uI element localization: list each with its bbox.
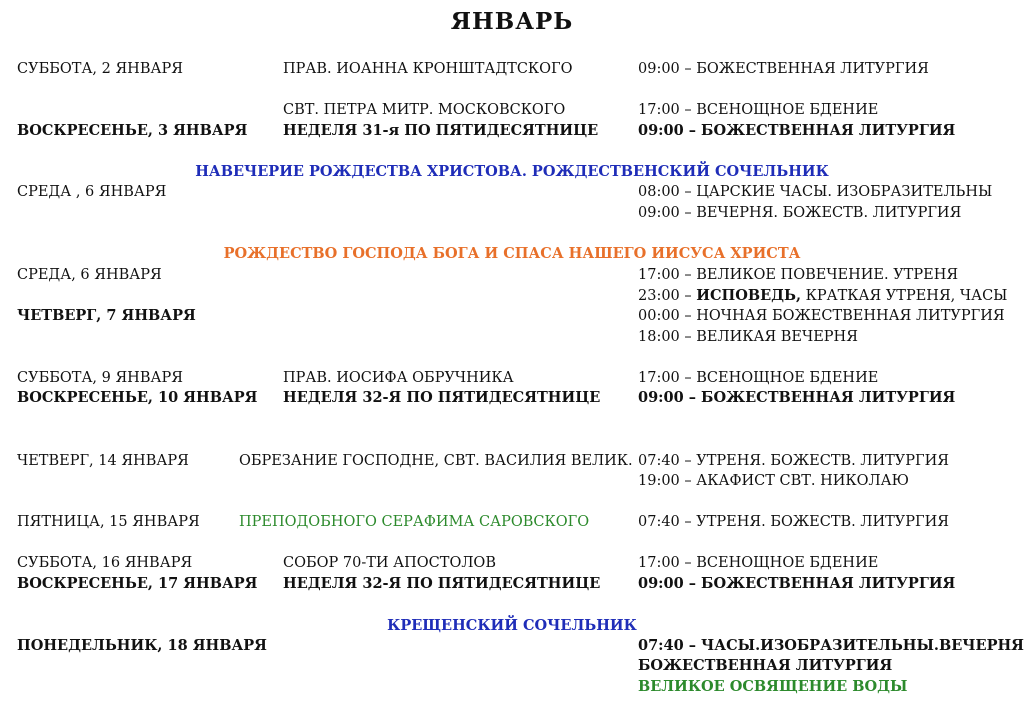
service-label: 23:00 – ИСПОВЕДЬ, КРАТКАЯ УТРЕНЯ, ЧАСЫ [638, 287, 1008, 304]
saint-label: СВТ. ПЕТРА МИТР. МОСКОВСКОГО [283, 102, 566, 118]
saint-label: НЕДЕЛЯ 31-я ПО ПЯТИДЕСЯТНИЦЕ [283, 122, 599, 139]
date-label: СУББОТА, 9 ЯНВАРЯ [17, 370, 183, 386]
date-label: СУББОТА, 2 ЯНВАРЯ [17, 61, 183, 77]
service-label: 09:00 – БОЖЕСТВЕННАЯ ЛИТУРГИЯ [638, 575, 956, 592]
feast-heading: НАВЕЧЕРИЕ РОЖДЕСТВА ХРИСТОВА. РОЖДЕСТВЕНСКИЙ СОЧЕЛЬНИК [195, 163, 829, 180]
date-label: СРЕДА , 6 ЯНВАРЯ [17, 184, 167, 200]
page-title: ЯНВАРЬ [450, 8, 574, 35]
service-label: 07:40 – УТРЕНЯ. БОЖЕСТВ. ЛИТУРГИЯ [638, 453, 949, 469]
date-label: ПЯТНИЦА, 15 ЯНВАРЯ [17, 514, 200, 530]
service-label: 18:00 – ВЕЛИКАЯ ВЕЧЕРНЯ [638, 329, 858, 345]
saint-label: ПРАВ. ИОАННА КРОНШТАДТСКОГО [283, 61, 573, 77]
service-label: 17:00 – ВСЕНОЩНОЕ БДЕНИЕ [638, 370, 879, 386]
service-label: 00:00 – НОЧНАЯ БОЖЕСТВЕННАЯ ЛИТУРГИЯ [638, 308, 1005, 324]
service-label: 09:00 – ВЕЧЕРНЯ. БОЖЕСТВ. ЛИТУРГИЯ [638, 205, 962, 221]
date-label: ЧЕТВЕРГ, 14 ЯНВАРЯ [17, 453, 189, 469]
service-label: 08:00 – ЦАРСКИЕ ЧАСЫ. ИЗОБРАЗИТЕЛЬНЫ [638, 184, 993, 200]
date-label: ВОСКРЕСЕНЬЕ, 17 ЯНВАРЯ [17, 575, 258, 592]
date-label: ЧЕТВЕРГ, 7 ЯНВАРЯ [17, 307, 196, 324]
saint-label: СОБОР 70-ТИ АПОСТОЛОВ [283, 555, 496, 571]
service-label: 09:00 – БОЖЕСТВЕННАЯ ЛИТУРГИЯ [638, 389, 956, 406]
date-label: ПОНЕДЕЛЬНИК, 18 ЯНВАРЯ [17, 637, 267, 654]
service-label: 19:00 – АКАФИСТ СВТ. НИКОЛАЮ [638, 473, 909, 489]
service-label: 09:00 – БОЖЕСТВЕННАЯ ЛИТУРГИЯ [638, 61, 929, 77]
saint-label: НЕДЕЛЯ 32-Я ПО ПЯТИДЕСЯТНИЦЕ [283, 575, 601, 592]
saint-label: ПРЕПОДОБНОГО СЕРАФИМА САРОВСКОГО [239, 514, 590, 530]
date-label: ВОСКРЕСЕНЬЕ, 10 ЯНВАРЯ [17, 389, 258, 406]
service-label: 17:00 – ВСЕНОЩНОЕ БДЕНИЕ [638, 102, 879, 118]
service-label: 07:40 – УТРЕНЯ. БОЖЕСТВ. ЛИТУРГИЯ [638, 514, 949, 530]
saint-label: НЕДЕЛЯ 32-Я ПО ПЯТИДЕСЯТНИЦЕ [283, 389, 601, 406]
feast-heading: КРЕЩЕНСКИЙ СОЧЕЛЬНИК [387, 617, 637, 634]
date-label: СУББОТА, 16 ЯНВАРЯ [17, 555, 193, 571]
service-label: 17:00 – ВЕЛИКОЕ ПОВЕЧЕНИЕ. УТРЕНЯ [638, 267, 959, 283]
date-label: ВОСКРЕСЕНЬЕ, 3 ЯНВАРЯ [17, 122, 248, 139]
service-label: ВЕЛИКОЕ ОСВЯЩЕНИЕ ВОДЫ [638, 678, 908, 695]
feast-heading: РОЖДЕСТВО ГОСПОДА БОГА И СПАСА НАШЕГО ИИСУСА ХРИСТА [223, 245, 801, 262]
saint-label: ОБРЕЗАНИЕ ГОСПОДНЕ, СВТ. ВАСИЛИЯ ВЕЛИК. [239, 453, 633, 469]
service-label: БОЖЕСТВЕННАЯ ЛИТУРГИЯ [638, 657, 893, 674]
service-label: 17:00 – ВСЕНОЩНОЕ БДЕНИЕ [638, 555, 879, 571]
service-label: 07:40 – ЧАСЫ.ИЗОБРАЗИТЕЛЬНЫ.ВЕЧЕРНЯ [638, 637, 1024, 654]
service-label: 09:00 – БОЖЕСТВЕННАЯ ЛИТУРГИЯ [638, 122, 956, 139]
date-label: СРЕДА, 6 ЯНВАРЯ [17, 267, 162, 283]
saint-label: ПРАВ. ИОСИФА ОБРУЧНИКА [283, 370, 514, 386]
